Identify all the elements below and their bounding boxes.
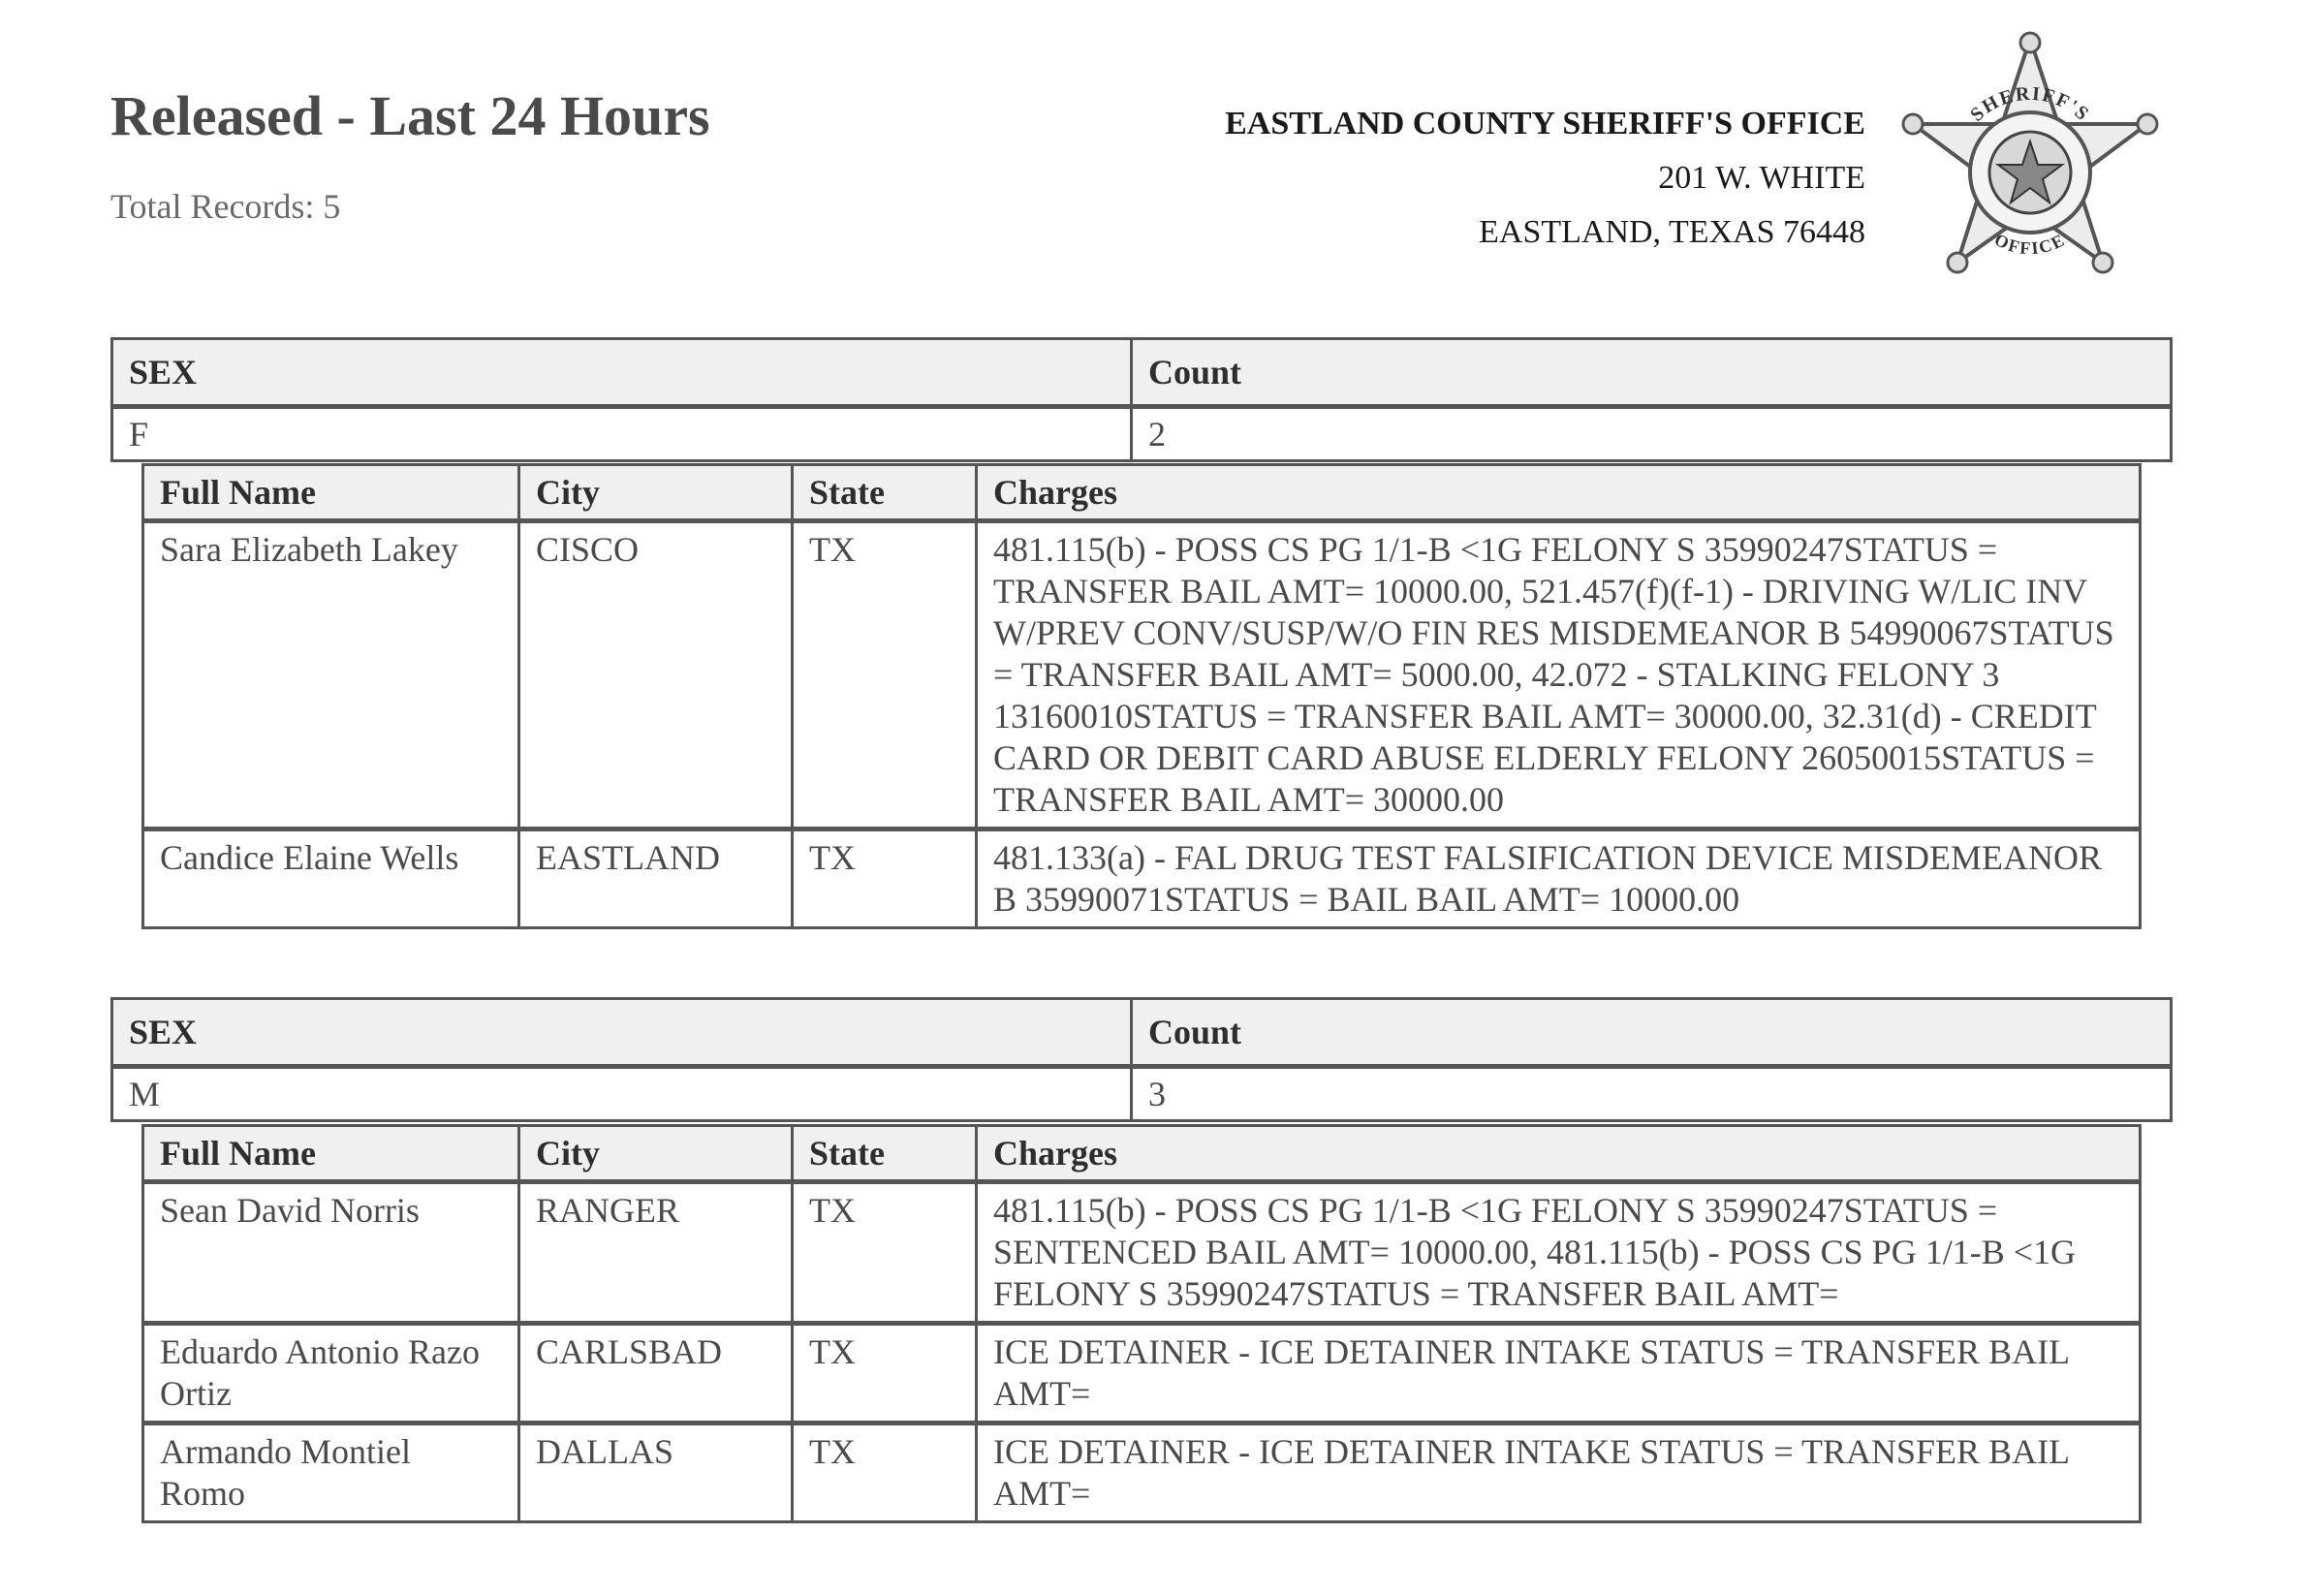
sex-value: F — [112, 407, 1132, 461]
sex-summary-table-m — [110, 997, 2173, 1122]
table-row — [143, 1424, 2141, 1522]
charges-cell: ICE DETAINER - ICE DETAINER INTAKE STATUS = TRANSFER BAIL AMT= — [977, 1424, 2141, 1522]
charges-cell: 481.115(b) - POSS CS PG 1/1-B <1G FELONY S 35990247STATUS = SENTENCED BAIL AMT= 10000.00, 481.115(b) - POSS CS PG 1/1-B <1G FELONY S 35990247STATUS = TRANSFER BAIL AMT= — [977, 1182, 2141, 1324]
state-cell: TX — [793, 1324, 977, 1424]
table-row — [143, 521, 2141, 829]
table-row — [143, 1324, 2141, 1424]
city-cell: RANGER — [519, 1182, 793, 1324]
records-table-m — [141, 1124, 2142, 1523]
office-address-line1: 201 W. WHITE — [1658, 160, 1865, 196]
table-row — [143, 829, 2141, 928]
sex-summary-row — [112, 1067, 2172, 1121]
office-address-line2: EASTLAND, TEXAS 76448 — [1479, 214, 1865, 250]
city-cell: DALLAS — [519, 1424, 793, 1522]
full-name-cell: Candice Elaine Wells — [143, 829, 519, 928]
city-cell: EASTLAND — [519, 829, 793, 928]
full-name-column-header: Full Name — [143, 1126, 519, 1182]
count-column-header: Count — [1132, 999, 2172, 1067]
sex-column-header: SEX — [112, 339, 1132, 407]
state-cell: TX — [793, 1182, 977, 1324]
charges-cell: 481.115(b) - POSS CS PG 1/1-B <1G FELONY S 35990247STATUS = TRANSFER BAIL AMT= 10000.00, 521.457(f)(f-1) - DRIVING W/LIC INV W/PREV CONV/SUSP/W/O FIN RES MISDEMEANOR B 54990067STATUS = TRANSFER BAIL AMT= 5000.00, 42.072 - STALKING FELONY 3 13160010STATUS = TRANSFER BAIL AMT= 30000.00, 32.31(d) - CREDIT CARD OR DEBIT CARD ABUSE ELDERLY FELONY 26050015STATUS = TRANSFER BAIL AMT= 30000.00 — [977, 521, 2141, 829]
count-column-header: Count — [1132, 339, 2172, 407]
sex-summary-row — [112, 407, 2172, 461]
city-cell: CARLSBAD — [519, 1324, 793, 1424]
charges-column-header: Charges — [977, 1126, 2141, 1182]
sex-value: M — [112, 1067, 1132, 1121]
sheriff-star-badge-icon — [1890, 27, 2171, 298]
total-records: Total Records: 5 — [110, 187, 341, 226]
records-table-f — [141, 463, 2142, 929]
full-name-cell: Eduardo Antonio Razo Ortiz — [143, 1324, 519, 1424]
table-row — [143, 1182, 2141, 1324]
count-value: 3 — [1132, 1067, 2172, 1121]
city-cell: CISCO — [519, 521, 793, 829]
svg-text:OFFICE: OFFICE — [1991, 229, 2069, 259]
svg-text:SHERIFF'S: SHERIFF'S — [1966, 82, 2094, 126]
office-name: EASTLAND COUNTY SHERIFF'S OFFICE — [1225, 106, 1865, 141]
state-cell: TX — [793, 829, 977, 928]
full-name-column-header: Full Name — [143, 465, 519, 521]
state-cell: TX — [793, 521, 977, 829]
full-name-cell: Sean David Norris — [143, 1182, 519, 1324]
state-column-header: State — [793, 465, 977, 521]
office-info — [1225, 97, 1865, 260]
full-name-cell: Armando Montiel Romo — [143, 1424, 519, 1522]
charges-cell: 481.133(a) - FAL DRUG TEST FALSIFICATION DEVICE MISDEMEANOR B 35990071STATUS = BAIL BAIL AMT= 10000.00 — [977, 829, 2141, 928]
charges-cell: ICE DETAINER - ICE DETAINER INTAKE STATUS = TRANSFER BAIL AMT= — [977, 1324, 2141, 1424]
state-cell: TX — [793, 1424, 977, 1522]
charges-column-header: Charges — [977, 465, 2141, 521]
page-title: Released - Last 24 Hours — [110, 84, 710, 147]
city-column-header: City — [519, 465, 793, 521]
sex-column-header: SEX — [112, 999, 1132, 1067]
city-column-header: City — [519, 1126, 793, 1182]
state-column-header: State — [793, 1126, 977, 1182]
sex-summary-table-f — [110, 337, 2173, 462]
full-name-cell: Sara Elizabeth Lakey — [143, 521, 519, 829]
count-value: 2 — [1132, 407, 2172, 461]
